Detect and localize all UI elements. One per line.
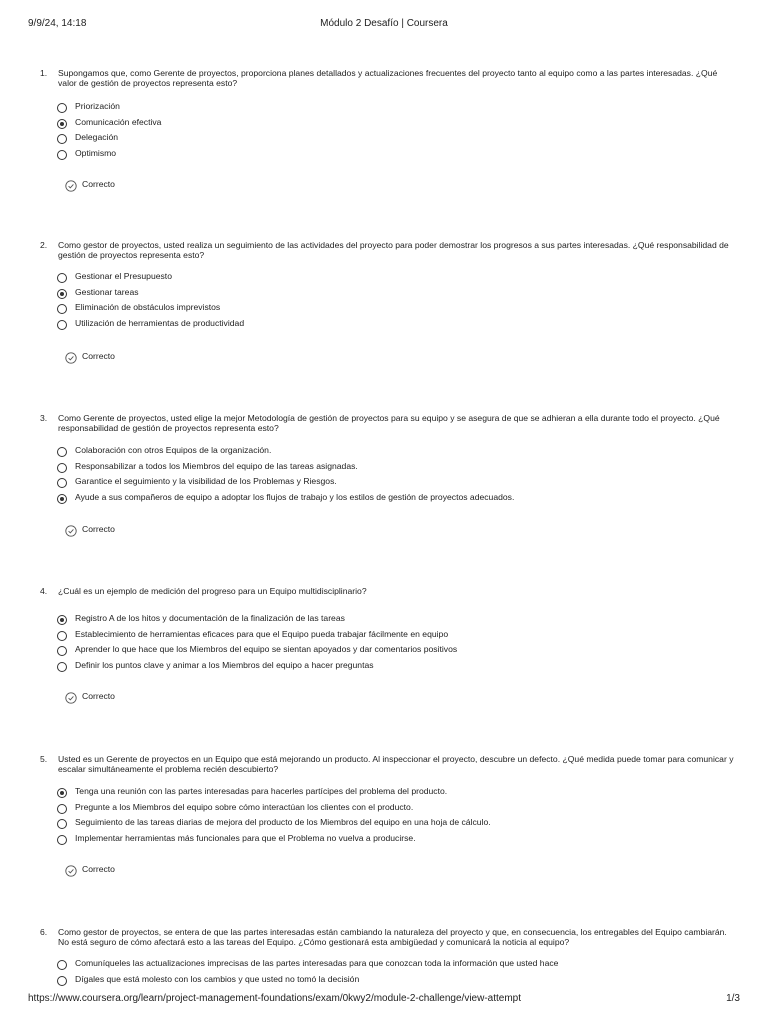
answer-option[interactable] [57,974,717,989]
check-circle-icon [65,865,77,877]
answer-option[interactable] [57,148,717,163]
answer-option[interactable] [57,101,717,116]
answer-option[interactable] [57,461,717,476]
print-header [28,18,740,32]
question-number: 2. [40,240,48,250]
feedback-text: Correcto [82,351,115,361]
answer-option[interactable] [57,802,717,817]
page-url: https://www.coursera.org/learn/project-management-foundations/exam/0kwy2/module-2-challenge/view-attempt [28,993,522,1004]
question-text: ¿Cuál es un ejemplo de medición del progreso para un Equipo multidisciplinario? [58,586,367,596]
question-text: Como gestor de proyectos, usted realiza un seguimiento de las actividades del proyecto para poder demostrar los progresos a sus partes interesadas. ¿Qué responsabilidad de gestión de proyectos representa esto? [58,240,729,260]
radio-unselected-icon[interactable] [57,273,67,283]
answer-option[interactable] [57,629,717,644]
answer-option-label: Definir los puntos clave y animar a los Miembros del equipo a hacer preguntas [75,659,374,670]
radio-selected-icon[interactable] [57,788,67,798]
answer-option[interactable] [57,445,717,460]
answer-option[interactable] [57,958,717,973]
answer-option[interactable] [57,476,717,491]
answer-option-label: Aprender lo que hace que los Miembros del equipo se sientan apoyados y dar comentarios positivos [75,644,458,654]
question-text: Supongamos que, como Gerente de proyectos, proporciona planes detallados y actualizaciones frecuentes del proyecto tanto al equipo como a las partes interesadas. ¿Qué valor de gestión de proyectos representa esto? [58,68,718,88]
feedback-text: Correcto [82,179,115,189]
answer-option[interactable] [57,318,717,333]
radio-selected-icon[interactable] [57,494,67,504]
answer-option-label: Comunicación efectiva [75,116,162,127]
print-datetime: 9/9/24, 14:18 [28,18,87,29]
question-number: 1. [40,68,48,78]
answer-option-label: Comuníqueles las actualizaciones imprecisas de las partes interesadas para que conozcan toda la información que usted hace [75,958,559,968]
answer-option[interactable] [57,271,717,286]
question-text: Como gestor de proyectos, se entera de que las partes interesadas están cambiando la naturaleza del proyecto y que, en consecuencia, los entregables del Equipo cambiarán. No está seguro de cómo afectará esto a las tareas del Equipo. ¿Cómo gestionará esta ambigüedad y comunicará la noticia al equipo? [58,927,727,947]
check-circle-icon [65,692,77,704]
page-number: 1/3 [726,993,740,1004]
question-number: 6. [40,927,48,937]
answer-option-label: Priorización [75,101,120,111]
answer-option-label: Ayude a sus compañeros de equipo a adoptar los flujos de trabajo y los estilos de gestión de proyectos adecuados. [75,491,515,502]
radio-unselected-icon[interactable] [57,631,67,641]
answer-option-label: Pregunte a los Miembros del equipo sobre cómo interactúan los clientes con el producto. [75,801,414,812]
radio-unselected-icon[interactable] [57,819,67,829]
radio-unselected-icon[interactable] [57,960,67,970]
answer-option[interactable] [57,287,717,302]
radio-selected-icon[interactable] [57,615,67,625]
feedback-text: Correcto [82,524,115,534]
radio-unselected-icon[interactable] [57,976,67,986]
radio-unselected-icon[interactable] [57,478,67,488]
radio-unselected-icon[interactable] [57,835,67,845]
answer-option[interactable] [57,644,717,659]
question-text: Como Gerente de proyectos, usted elige la mejor Metodología de gestión de proyectos para su equipo y se asegura de que se adhieran a ella durante todo el proyecto. ¿Qué responsabilidad de gestión de proyectos representa esto? [58,413,720,433]
answer-option-label: Registro A de los hitos y documentación de la finalización de las tareas [75,613,345,623]
answer-option-label: Responsabilizar a todos los Miembros del equipo de las tareas asignadas. [75,460,358,471]
answer-option-label: Gestionar el Presupuesto [75,271,172,281]
radio-unselected-icon[interactable] [57,150,67,160]
answer-option-label: Utilización de herramientas de productividad [75,317,245,328]
radio-unselected-icon[interactable] [57,304,67,314]
answer-option-label: Tenga una reunión con las partes interesadas para hacerles partícipes del problema del producto. [75,786,448,796]
question-number: 3. [40,413,48,423]
answer-option-label: Delegación [75,132,118,142]
radio-unselected-icon[interactable] [57,447,67,457]
answer-option[interactable] [57,833,717,848]
question-number: 4. [40,586,48,596]
answer-option-label: Dígales que está molesto con los cambios y que usted no tomó la decisión [75,973,360,984]
answer-option[interactable] [57,613,717,628]
feedback-text: Correcto [82,691,115,701]
answer-option[interactable] [57,817,717,832]
answer-option-label: Eliminación de obstáculos imprevistos [75,302,221,312]
answer-option-label: Gestionar tareas [75,286,139,297]
feedback-text: Correcto [82,864,115,874]
radio-selected-icon[interactable] [57,119,67,129]
check-circle-icon [65,352,77,364]
answer-option-label: Implementar herramientas más funcionales para que el Problema no vuelva a producirse. [75,832,416,843]
check-circle-icon [65,525,77,537]
radio-unselected-icon[interactable] [57,463,67,473]
question-text: Usted es un Gerente de proyectos en un Equipo que está mejorando un producto. Al inspeccionar el proyecto, descubre un defecto. ¿Qué medida puede tomar para comunicar y escalar simultáneamente el problema recién descubierto? [58,754,734,774]
answer-option[interactable] [57,786,717,801]
radio-unselected-icon[interactable] [57,134,67,144]
radio-unselected-icon[interactable] [57,320,67,330]
radio-unselected-icon[interactable] [57,662,67,672]
page-title: Módulo 2 Desafío | Coursera [320,18,448,29]
answer-option-label: Seguimiento de las tareas diarias de mejora del producto de los Miembros del equipo en una hoja de cálculo. [75,817,491,827]
print-footer [28,993,740,1007]
radio-unselected-icon[interactable] [57,804,67,814]
answer-option-label: Establecimiento de herramientas eficaces para que el Equipo pueda trabajar fácilmente en equipo [75,628,449,639]
radio-unselected-icon[interactable] [57,646,67,656]
answer-option[interactable] [57,117,717,132]
answer-option[interactable] [57,492,717,507]
check-circle-icon [65,180,77,192]
answer-option[interactable] [57,660,717,675]
radio-unselected-icon[interactable] [57,103,67,113]
answer-option[interactable] [57,132,717,147]
question-number: 5. [40,754,48,764]
answer-option-label: Garantice el seguimiento y la visibilidad de los Problemas y Riesgos. [75,476,337,486]
answer-option-label: Optimismo [75,147,117,158]
answer-option[interactable] [57,302,717,317]
answer-option-label: Colaboración con otros Equipos de la organización. [75,445,272,455]
radio-selected-icon[interactable] [57,289,67,299]
